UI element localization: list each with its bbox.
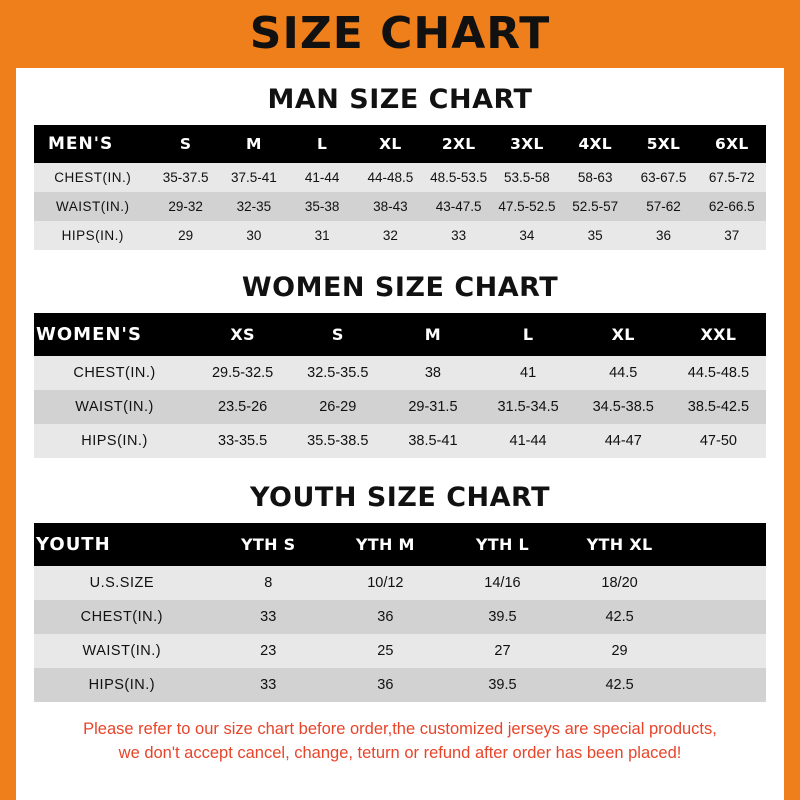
table-cell: 41 [481, 356, 576, 390]
table-cell: 42.5 [561, 600, 678, 634]
row-header: WAIST(IN.) [34, 192, 151, 221]
table-cell: 52.5-57 [561, 192, 629, 221]
column-header: 3XL [493, 125, 561, 163]
table-cell: 25 [327, 634, 444, 668]
row-header: CHEST(IN.) [34, 600, 210, 634]
table-cell: 33 [425, 221, 493, 250]
table-cell: 47-50 [671, 424, 766, 458]
table-row [34, 163, 766, 192]
table-cell: 33 [210, 600, 327, 634]
footer-note-line-1: Please refer to our size chart before order,the customized jerseys are special products, [83, 720, 717, 738]
column-header: YTH XL [561, 523, 678, 566]
youth-size-table [34, 523, 766, 702]
table-cell: 34.5-38.5 [576, 390, 671, 424]
content-area [16, 84, 784, 766]
table-cell: 29.5-32.5 [195, 356, 290, 390]
table-cell: 10/12 [327, 566, 444, 600]
column-header: 4XL [561, 125, 629, 163]
table-header-row [34, 313, 766, 356]
table-cell: 48.5-53.5 [425, 163, 493, 192]
table-row [34, 600, 766, 634]
table-cell: 35.5-38.5 [290, 424, 385, 458]
column-header: XL [576, 313, 671, 356]
column-header: XS [195, 313, 290, 356]
column-header: L [288, 125, 356, 163]
table-cell: 37.5-41 [220, 163, 288, 192]
table-row [34, 668, 766, 702]
row-header: U.S.SIZE [34, 566, 210, 600]
page-title: SIZE CHART [249, 8, 551, 59]
table-row [34, 390, 766, 424]
table-cell: 33-35.5 [195, 424, 290, 458]
footer-note [34, 718, 766, 766]
table-cell: 8 [210, 566, 327, 600]
table-cell: 14/16 [444, 566, 561, 600]
column-header: YTH S [210, 523, 327, 566]
table-cell: 23 [210, 634, 327, 668]
table-cell: 29 [151, 221, 219, 250]
table-header-row [34, 125, 766, 163]
row-header: CHEST(IN.) [34, 356, 195, 390]
column-header: MEN'S [34, 125, 151, 163]
table-cell: 36 [629, 221, 697, 250]
table-cell: 44.5 [576, 356, 671, 390]
table-cell-spacer [678, 566, 766, 600]
page-banner [0, 0, 800, 68]
table-cell: 32 [356, 221, 424, 250]
table-cell: 35 [561, 221, 629, 250]
table-cell: 32.5-35.5 [290, 356, 385, 390]
table-cell: 18/20 [561, 566, 678, 600]
column-header: YTH M [327, 523, 444, 566]
row-header: CHEST(IN.) [34, 163, 151, 192]
table-cell: 29-31.5 [385, 390, 480, 424]
table-cell: 39.5 [444, 668, 561, 702]
table-row [34, 634, 766, 668]
column-header: 2XL [425, 125, 493, 163]
man-section-title: MAN SIZE CHART [267, 84, 533, 115]
youth-section-title: YOUTH SIZE CHART [249, 482, 551, 513]
column-header: YTH L [444, 523, 561, 566]
row-header: HIPS(IN.) [34, 668, 210, 702]
column-header-spacer [678, 523, 766, 566]
table-row [34, 566, 766, 600]
table-cell: 38-43 [356, 192, 424, 221]
row-header: WAIST(IN.) [34, 634, 210, 668]
row-header: WAIST(IN.) [34, 390, 195, 424]
table-cell: 38.5-41 [385, 424, 480, 458]
column-header: XXL [671, 313, 766, 356]
column-header: XL [356, 125, 424, 163]
table-cell: 29 [561, 634, 678, 668]
table-cell: 57-62 [629, 192, 697, 221]
table-cell: 41-44 [288, 163, 356, 192]
table-cell: 33 [210, 668, 327, 702]
column-header: S [151, 125, 219, 163]
row-header: HIPS(IN.) [34, 424, 195, 458]
table-cell: 44-48.5 [356, 163, 424, 192]
column-header: WOMEN'S [34, 313, 195, 356]
table-cell: 26-29 [290, 390, 385, 424]
table-row [34, 192, 766, 221]
table-cell: 38.5-42.5 [671, 390, 766, 424]
table-cell: 29-32 [151, 192, 219, 221]
women-section-title: WOMEN SIZE CHART [241, 272, 559, 303]
table-cell: 62-66.5 [698, 192, 766, 221]
table-cell: 67.5-72 [698, 163, 766, 192]
table-cell: 44.5-48.5 [671, 356, 766, 390]
table-row [34, 221, 766, 250]
footer-note-line-2: we don't accept cancel, change, teturn or refund after order has been placed! [118, 743, 682, 762]
table-cell: 23.5-26 [195, 390, 290, 424]
table-cell: 38 [385, 356, 480, 390]
women-size-table [34, 313, 766, 458]
table-cell-spacer [678, 634, 766, 668]
table-cell: 37 [698, 221, 766, 250]
table-row [34, 424, 766, 458]
table-cell: 31.5-34.5 [481, 390, 576, 424]
table-cell: 31 [288, 221, 356, 250]
table-cell: 35-37.5 [151, 163, 219, 192]
table-cell: 36 [327, 600, 444, 634]
table-cell: 53.5-58 [493, 163, 561, 192]
table-cell: 32-35 [220, 192, 288, 221]
table-cell: 30 [220, 221, 288, 250]
column-header: 6XL [698, 125, 766, 163]
table-cell: 36 [327, 668, 444, 702]
table-cell: 41-44 [481, 424, 576, 458]
table-cell: 39.5 [444, 600, 561, 634]
column-header: M [220, 125, 288, 163]
table-cell: 42.5 [561, 668, 678, 702]
table-header-row [34, 523, 766, 566]
column-header: M [385, 313, 480, 356]
column-header: 5XL [629, 125, 697, 163]
row-header: HIPS(IN.) [34, 221, 151, 250]
table-cell: 47.5-52.5 [493, 192, 561, 221]
column-header: S [290, 313, 385, 356]
column-header: L [481, 313, 576, 356]
column-header: YOUTH [34, 523, 210, 566]
table-cell: 63-67.5 [629, 163, 697, 192]
table-cell-spacer [678, 668, 766, 702]
table-cell: 43-47.5 [425, 192, 493, 221]
table-cell: 35-38 [288, 192, 356, 221]
table-cell: 58-63 [561, 163, 629, 192]
table-cell: 27 [444, 634, 561, 668]
man-size-table [34, 125, 766, 250]
table-cell-spacer [678, 600, 766, 634]
table-row [34, 356, 766, 390]
table-cell: 34 [493, 221, 561, 250]
table-cell: 44-47 [576, 424, 671, 458]
